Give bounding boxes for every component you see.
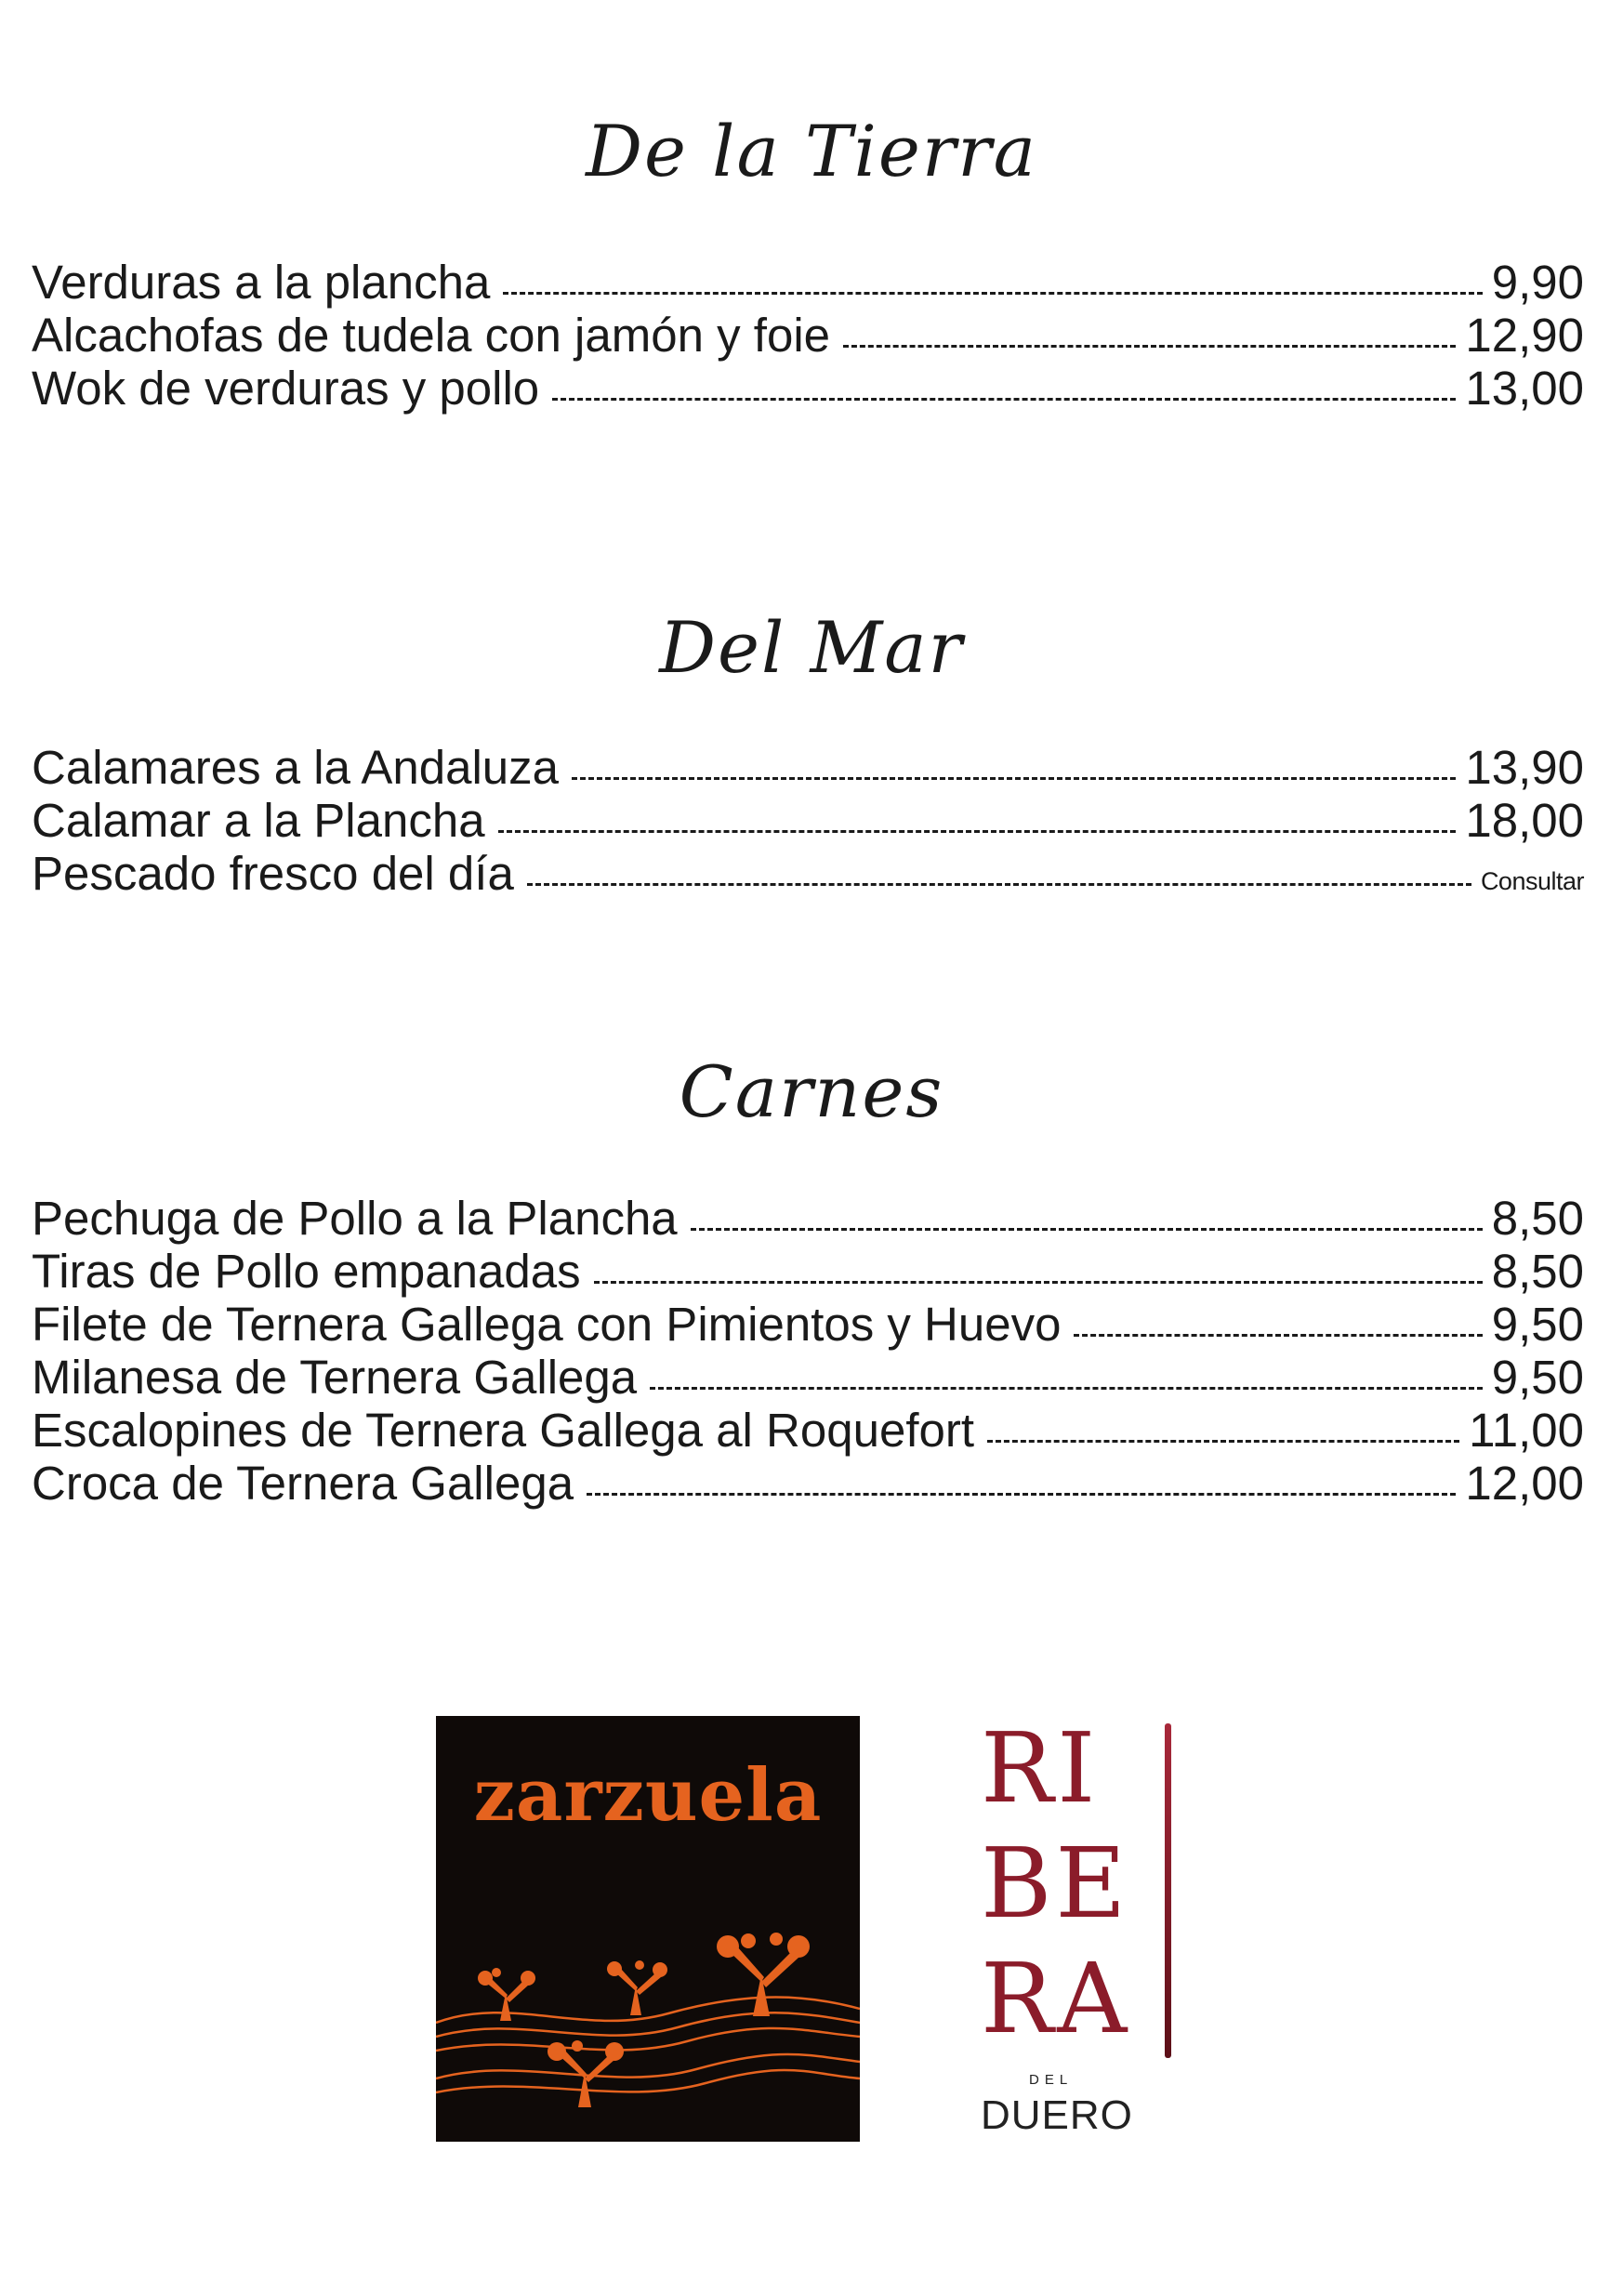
menu-item bbox=[32, 362, 1584, 415]
menu-item bbox=[32, 847, 1584, 900]
menu-item bbox=[32, 1192, 1584, 1245]
menu-item bbox=[32, 741, 1584, 794]
dotted-leader bbox=[843, 345, 1456, 348]
dotted-leader bbox=[503, 292, 1482, 295]
menu-item bbox=[32, 309, 1584, 362]
menu-item-price: 13,90 bbox=[1465, 741, 1584, 794]
menu-item-price: 9,50 bbox=[1491, 1298, 1584, 1351]
menu-item bbox=[32, 1245, 1584, 1298]
menu-item-name: Alcachofas de tudela con jamón y foie bbox=[32, 309, 831, 362]
zarzuela-logo bbox=[436, 1716, 860, 2142]
menu-list-del-mar bbox=[32, 741, 1584, 900]
dotted-leader bbox=[691, 1228, 1483, 1231]
ribera-logo-bar bbox=[1165, 1723, 1171, 2058]
dotted-leader bbox=[587, 1493, 1456, 1496]
menu-item-name: Pechuga de Pollo a la Plancha bbox=[32, 1192, 678, 1245]
menu-list-de-la-tierra bbox=[32, 256, 1584, 415]
menu-item-price: 11,00 bbox=[1469, 1404, 1584, 1457]
dotted-leader bbox=[1074, 1334, 1482, 1337]
menu-item-price: 18,00 bbox=[1465, 794, 1584, 847]
menu-item bbox=[32, 794, 1584, 847]
dotted-leader bbox=[987, 1440, 1459, 1443]
menu-item-name: Tiras de Pollo empanadas bbox=[32, 1245, 581, 1298]
menu-item-price: 9,90 bbox=[1491, 256, 1584, 309]
menu-item-price: Consultar bbox=[1480, 867, 1584, 895]
section-title-de-la-tierra: De la Tierra bbox=[586, 110, 1037, 192]
ribera-del-duero-logo bbox=[981, 1711, 1176, 2144]
dotted-leader bbox=[572, 777, 1456, 780]
zarzuela-logo-text: zarzuela bbox=[473, 1753, 823, 1838]
menu-item bbox=[32, 1351, 1584, 1404]
menu-item-name: Wok de verduras y pollo bbox=[32, 362, 540, 415]
menu-item-name: Croca de Ternera Gallega bbox=[32, 1457, 574, 1510]
menu-item-name: Pescado fresco del día bbox=[32, 847, 514, 900]
menu-item-name: Milanesa de Ternera Gallega bbox=[32, 1351, 638, 1404]
ribera-logo-line: BE bbox=[981, 1827, 1130, 1940]
menu-item-name: Escalopines de Ternera Gallega al Roquefort bbox=[32, 1404, 975, 1457]
menu-item bbox=[32, 256, 1584, 309]
dotted-leader bbox=[498, 830, 1457, 833]
section-title-del-mar: Del Mar bbox=[659, 606, 964, 689]
menu-item-name: Calamares a la Andaluza bbox=[32, 741, 560, 794]
menu-item-name: Calamar a la Plancha bbox=[32, 794, 485, 847]
dotted-leader bbox=[650, 1387, 1483, 1390]
menu-item-price: 12,00 bbox=[1465, 1457, 1584, 1510]
dotted-leader bbox=[527, 883, 1471, 886]
menu-list-carnes bbox=[32, 1192, 1584, 1510]
menu-item-price: 8,50 bbox=[1491, 1192, 1584, 1245]
menu-item-price: 12,90 bbox=[1465, 309, 1584, 362]
dotted-leader bbox=[552, 398, 1456, 401]
menu-item bbox=[32, 1457, 1584, 1510]
menu-item-price: 9,50 bbox=[1491, 1351, 1584, 1404]
vineyard-icon bbox=[436, 1716, 860, 2142]
menu-item bbox=[32, 1298, 1584, 1351]
menu-item-name: Verduras a la plancha bbox=[32, 256, 491, 309]
dotted-leader bbox=[594, 1281, 1483, 1284]
menu-item-price: 8,50 bbox=[1491, 1245, 1584, 1298]
section-title-carnes: Carnes bbox=[679, 1050, 944, 1133]
ribera-logo-duero: DUERO bbox=[981, 2092, 1133, 2138]
ribera-logo-del: DEL bbox=[1029, 2072, 1074, 2088]
menu-item-price: 13,00 bbox=[1465, 362, 1584, 415]
menu-item bbox=[32, 1404, 1584, 1457]
menu-item-name: Filete de Ternera Gallega con Pimientos y Huevo bbox=[32, 1298, 1062, 1351]
ribera-logo-line: RA bbox=[981, 1942, 1131, 2055]
ribera-logo-line: RI bbox=[981, 1711, 1100, 1825]
